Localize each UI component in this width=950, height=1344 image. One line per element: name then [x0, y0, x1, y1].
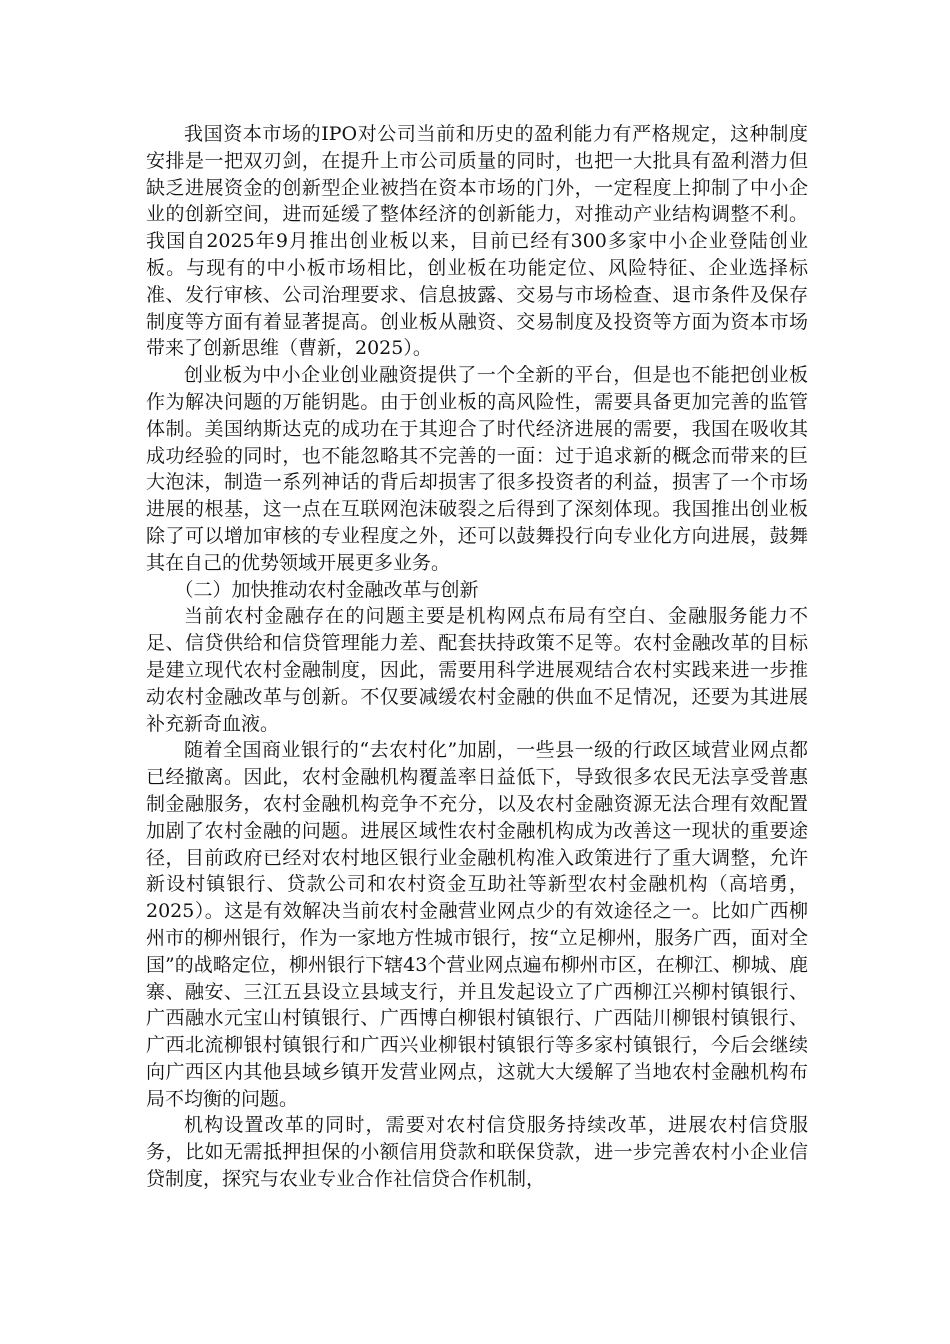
document-body	[146, 121, 808, 1193]
paragraph-rural-finance-problems: 当前农村金融存在的问题主要是机构网点布局有空白、金融服务能力不足、信贷供给和信贷管理能力差、配套扶持政策不足等。农村金融改革的目标是建立现代农村金融制度，因此，需要用科学进展观结合农村实践来进一步推动农村金融改革与创新。不仅要减缓农村金融的供血不足情况，还要为其进展补充新奇血液。	[146, 605, 808, 735]
section-heading-rural-finance: （二）加快推动农村金融改革与创新	[174, 578, 479, 601]
paragraph-rural-banking-network: 随着全国商业银行的“去农村化”加剧，一些县一级的行政区域营业网点都已经撤离。因此，农村金融机构覆盖率日益低下，导致很多农民无法享受普惠制金融服务，农村金融机构竞争不充分，以及农村金融资源无法合理有效配置加剧了农村金融的问题。进展区域性农村金融机构成为改善这一现状的重要途径，目前政府已经对农村地区银行业金融机构准入政策进行了重大调整，允许新设村镇银行、贷款公司和农村资金互助社等新型农村金融机构（高培勇，2025）。这是有效解决当前农村金融营业网点少的有效途径之一。比如广西柳州市的柳州银行，作为一家地方性城市银行，按“立足柳州，服务广西，面对全国”的战略定位，柳州银行下辖43个营业网点遍布柳州市区，在柳江、柳城、鹿寨、融安、三江五县设立县域支行，并且发起设立了广西柳江兴柳村镇银行、广西融水元宝山村镇银行、广西博白柳银村镇银行、广西陆川柳银村镇银行、广西北流柳银村镇银行和广西兴业柳银村镇银行等多家村镇银行，今后会继续向广西区内其他县域乡镇开发营业网点，这就大大缓解了当地农村金融机构布局不均衡的问题。	[146, 739, 808, 1110]
paragraph-startup-board-intro: 我国资本市场的IPO对公司当前和历史的盈利能力有严格规定，这种制度安排是一把双刃剑，在提升上市公司质量的同时，也把一大批具有盈利潜力但缺乏进展资金的创新型企业被挡在资本市场的门外，一定程度上抑制了中小企业的创新空间，进而延缓了整体经济的创新能力，对推动产业结构调整不利。我国自2025年9月推出创业板以来，目前已经有300多家中小企业登陆创业板。与现有的中小板市场相比，创业板在功能定位、风险特征、企业选择标准、发行审核、公司治理要求、信息披露、交易与市场检查、退市条件及保存制度等方面有着显著提高。创业板从融资、交易制度及投资等方面为资本市场带来了创新思维（曹新，2025）。	[146, 123, 808, 360]
paragraph-credit-reform: 机构设置改革的同时，需要对农村信贷服务持续改革，进展农村信贷服务，比如无需抵押担保的小额信用贷款和联保贷款，进一步完善农村小企业信贷制度，探究与农业专业合作社信贷合作机制，	[146, 1114, 808, 1191]
paragraph-startup-board-risk: 创业板为中小企业创业融资提供了一个全新的平台，但是也不能把创业板作为解决问题的万能钥匙。由于创业板的高风险性，需要具备更加完善的监管体制。美国纳斯达克的成功在于其迎合了时代经济进展的需要，我国在吸收其成功经验的同时，也不能忽略其不完善的一面：过于追求新的概念而带来的巨大泡沫，制造一系列神话的背后却损害了很多投资者的利益，损害了一个市场进展的根基，这一点在互联网泡沫破裂之后得到了深刻体现。我国推出创业板除了可以增加审核的专业程度之外，还可以鼓舞投行向专业化方向进展，鼓舞其在自己的优势领域开展更多业务。	[146, 364, 808, 574]
